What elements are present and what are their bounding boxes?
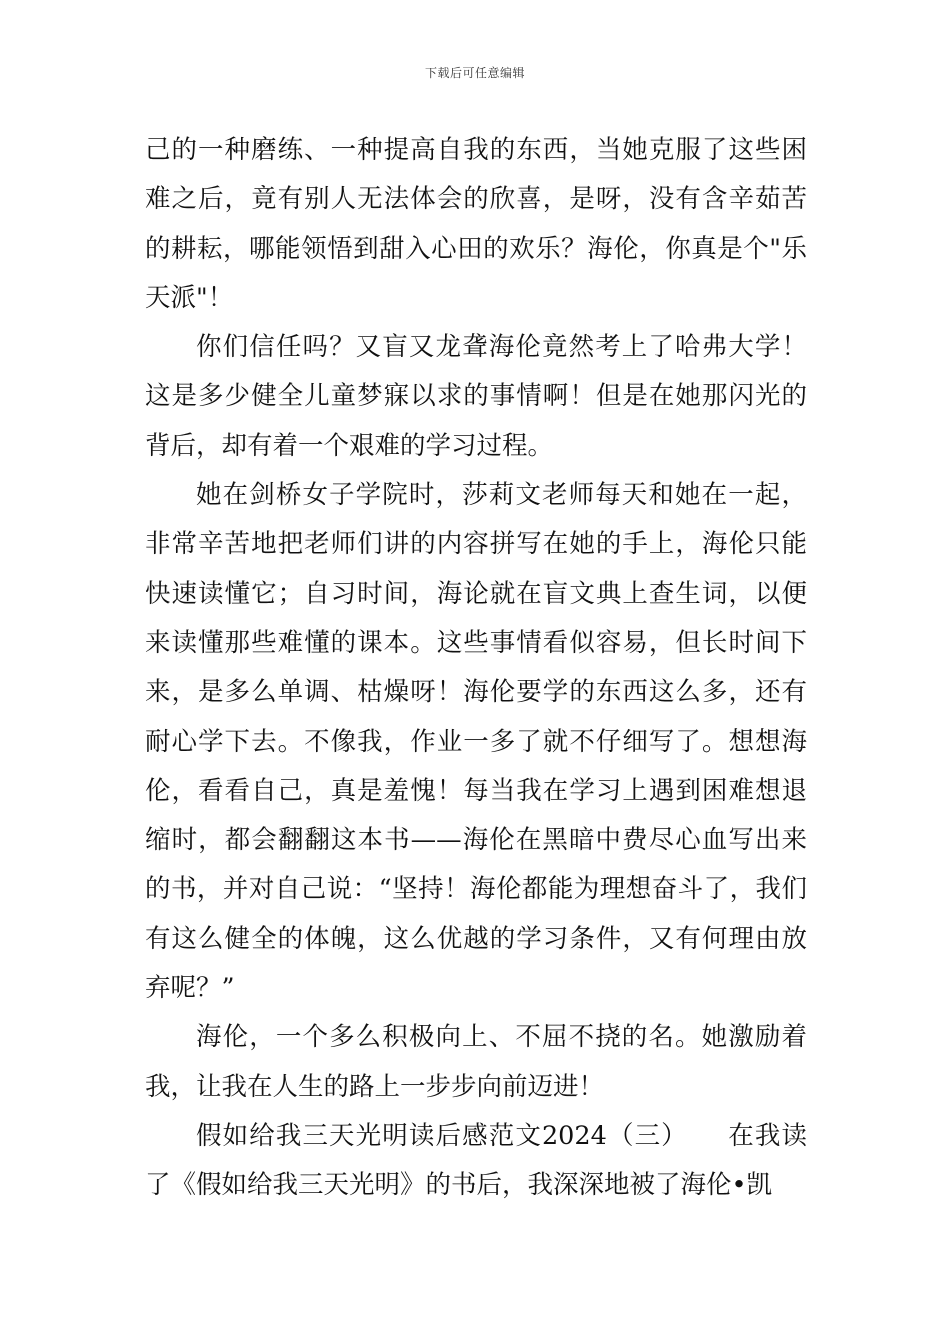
paragraph-2: 你们信任吗？又盲又龙聋海伦竟然考上了哈弗大学！这是多少健全儿童梦寐以求的事情啊！但是在她那闪光的背后，却有着一个艰难的学习过程。 <box>145 332 807 461</box>
article-body <box>145 126 807 1211</box>
paragraph-4: 海伦，一个多么积极向上、不屈不挠的名。她激励着我，让我在人生的路上一步步向前迈进！ <box>145 1022 807 1102</box>
paragraph-1: 己的一种磨练、一种提高自我的东西，当她克服了这些困难之后，竟有别人无法体会的欣喜，是呀，没有含辛茹苦的耕耘，哪能领悟到甜入心田的欢乐？海伦，你真是个"乐天派"！ <box>145 135 807 313</box>
page-header: 下载后可任意编辑 <box>424 66 525 80</box>
paragraph-3: 她在剑桥女子学院时，莎莉文老师每天和她在一起，非常辛苦地把老师们讲的内容拼写在她的手上，海伦只能快速读懂它；自习时间，海论就在盲文典上查生词，以便来读懂那些难懂的课本。这些事情看似容易，但长时间下来，是多么单调、枯燥呀！海伦要学的东西这么多，还有耐心学下去。不像我，作业一多了就不仔细写了。想想海伦，看看自己，真是羞愧！每当我在学习上遇到困难想退缩时，都会翻翻这本书——海伦在黑暗中费尽心血写出来的书，并对自己说：“坚持！海伦都能为理想奋斗了，我们有这么健全的体魄，这么优越的学习条件，又有何理由放弃呢？” <box>145 480 807 1004</box>
paragraph-5: 假如给我三天光明读后感范文2024（三） 在我读了《假如给我三天光明》的书后，我深深地被了海伦•凯 <box>145 1120 807 1201</box>
